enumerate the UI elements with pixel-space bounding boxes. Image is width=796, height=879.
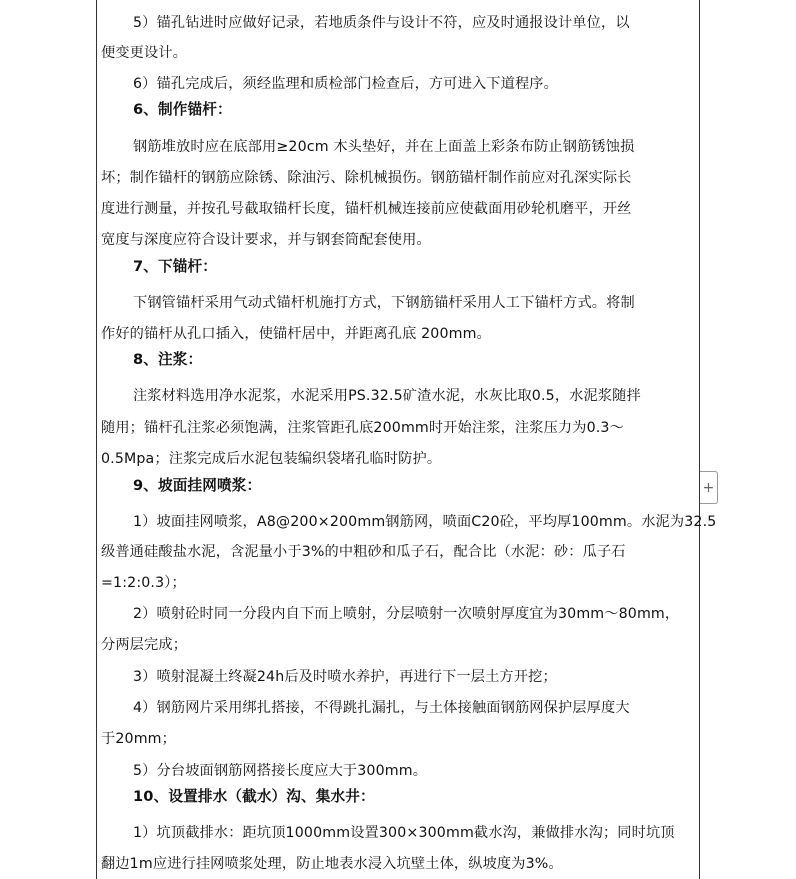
section-heading: 7、下锚杆： [133,258,218,275]
text-line: 0.5Mpa；注浆完成后水泥包装编织袋堵孔临时防护。 [101,451,442,467]
section-heading: 9、坡面挂网喷浆： [133,477,262,494]
text-line: 5）锚孔钻进时应做好记录，若地质条件与设计不符，应及时通报设计单位，以 [133,15,630,31]
text-line: 4）钢筋网片采用绑扎搭接，不得跳扎漏扎，与土体接触面钢筋网保护层厚度大 [133,700,630,716]
section-heading: 10、设置排水（截水）沟、集水井： [133,788,375,805]
text-line: 宽度与深度应符合设计要求，并与钢套筒配套使用。 [101,232,431,248]
text-line: 钢筋堆放时应在底部用≥20cm 木头垫好，并在上面盖上彩条布防止钢筋锈蚀损 [133,139,635,155]
text-line: 便变更设计。 [101,45,188,61]
text-line: 分两层完成； [101,637,188,653]
text-line: 度进行测量，并按孔号截取锚杆长度，锚杆机械连接前应使截面用砂轮机磨平，开丝 [101,201,632,217]
text-line: 3）喷射混凝土终凝24h后及时喷水养护，再进行下一层土方开挖； [133,669,557,685]
text-line: 下钢管锚杆采用气动式锚杆机施打方式，下钢筋锚杆采用人工下锚杆方式。将制 [133,295,635,311]
document-page [96,0,700,879]
text-line: 于20mm； [101,731,176,747]
text-line: 1）坑顶截排水：距坑顶1000mm设置300×300mm截水沟，兼做排水沟；同时坑顶 [133,825,675,841]
text-line: 坏；制作锚杆的钢筋应除锈、除油污、除机械损伤。钢筋锚杆制作前应对孔深实际长 [101,170,632,186]
text-line: 2）喷射砼时同一分段内自下而上喷射，分层喷射一次喷射厚度宜为30mm～80mm， [133,606,680,622]
text-line: 随用；锚杆孔注浆必须饱满，注浆管距孔底200mm时开始注浆，注浆压力为0.3～ [101,420,624,436]
section-heading: 6、制作锚杆： [133,101,232,118]
text-line: 1）坡面挂网喷浆，A8@200×200mm钢筋网，喷面C20砼，平均厚100mm。水泥为32.5 [133,514,717,530]
section-heading: 8、注浆： [133,351,203,368]
text-line: =1:2:0.3）； [101,575,186,591]
text-line: 5）分台坡面钢筋网搭接长度应大于300mm。 [133,763,428,779]
text-line: 级普通硅酸盐水泥，含泥量小于3%的中粗砂和瓜子石，配合比（水泥：砂：瓜子石 [101,544,626,560]
text-line: 注浆材料选用净水泥浆，水泥采用PS.32.5矿渣水泥，水灰比取0.5，水泥浆随拌 [133,388,641,404]
text-line: 作好的锚杆从孔口插入，使锚杆居中，并距离孔底 200mm。 [101,326,491,342]
expand-handle-plus-icon[interactable]: + [700,471,718,504]
text-line: 翻边1m应进行挂网喷浆处理，防止地表水浸入坑壁土体，纵坡度为3%。 [101,856,563,872]
text-line: 6）锚孔完成后，须经监理和质检部门检查后，方可进入下道程序。 [133,76,558,92]
